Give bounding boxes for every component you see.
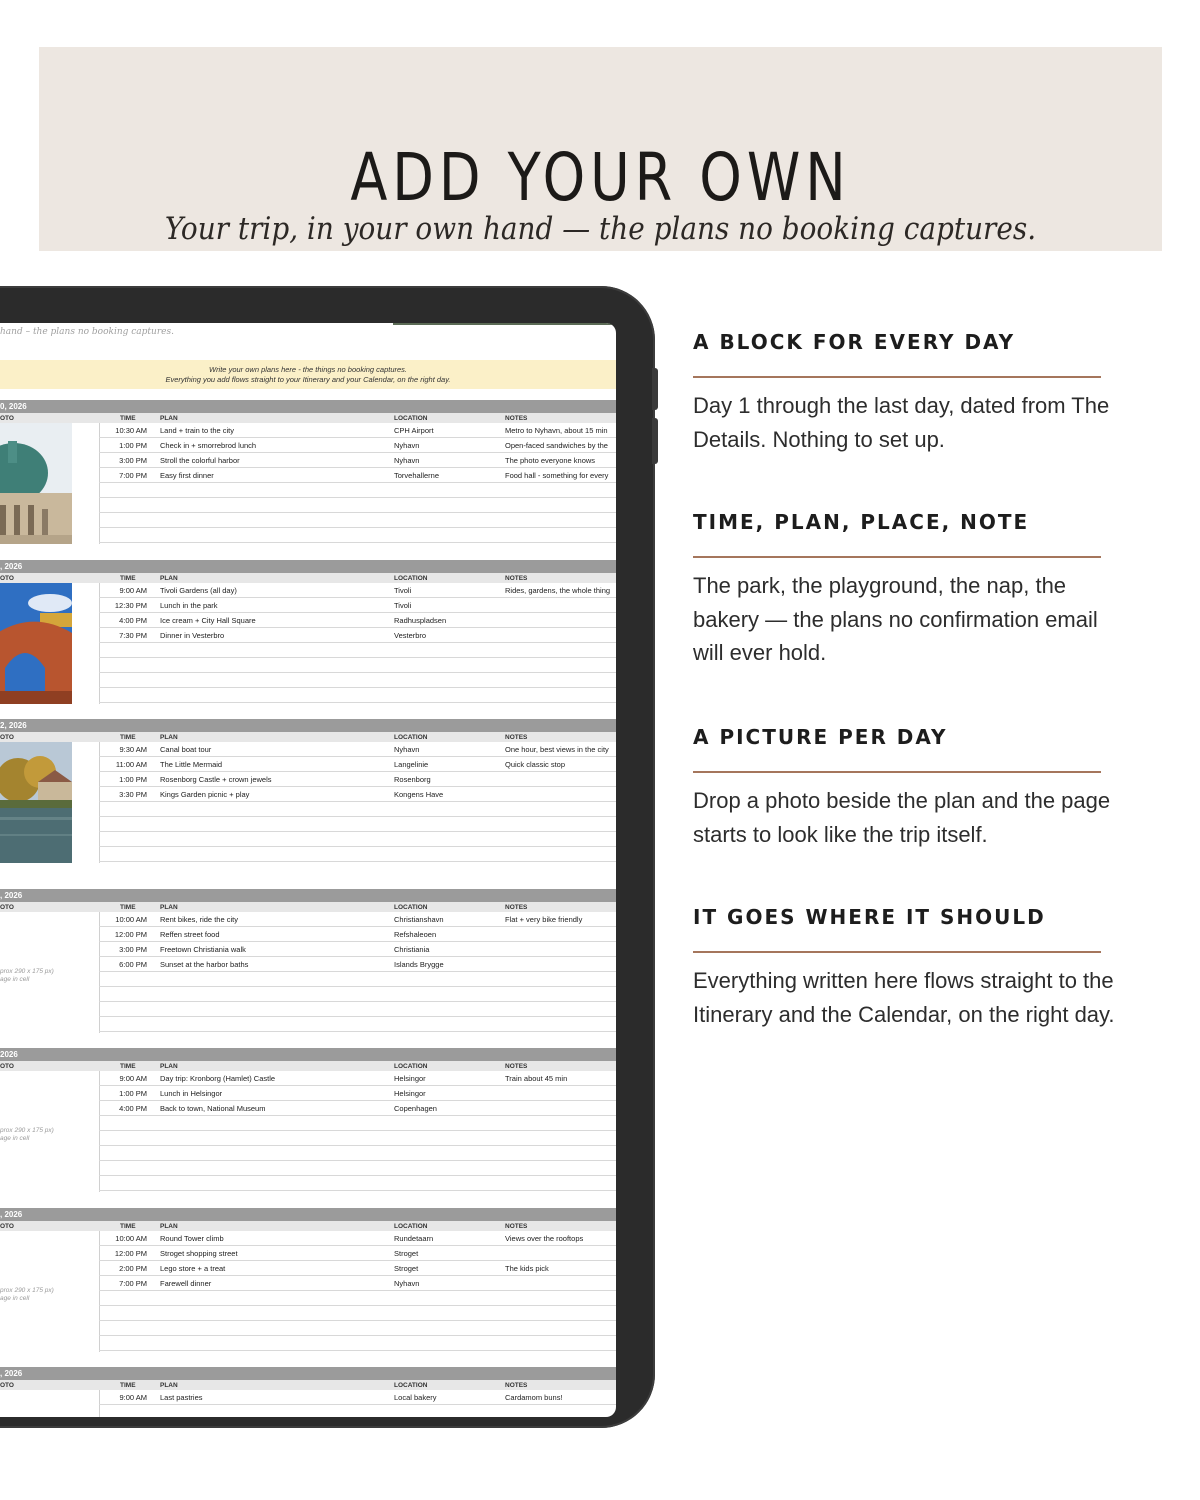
- cell-plan[interactable]: Sunset at the harbor baths: [160, 960, 249, 969]
- cell-plan[interactable]: Rosenborg Castle + crown jewels: [160, 775, 272, 784]
- cell-location[interactable]: Islands Brygge: [394, 960, 444, 969]
- cell-notes[interactable]: Open-faced sandwiches by the: [505, 441, 608, 450]
- table-row[interactable]: [99, 643, 616, 658]
- table-row[interactable]: [99, 742, 616, 757]
- col-time: TIME: [120, 414, 136, 422]
- col-time: TIME: [120, 1222, 136, 1230]
- cell-plan[interactable]: Check in + smorrebrod lunch: [160, 441, 257, 450]
- col-photo: OTO: [0, 1062, 14, 1070]
- cell-plan[interactable]: Lunch in the park: [160, 601, 218, 610]
- cell-time[interactable]: 10:00 AM: [115, 1234, 147, 1243]
- table-row[interactable]: [99, 423, 616, 438]
- cell-plan[interactable]: Round Tower climb: [160, 1234, 224, 1243]
- day-date-header: 2, 2026: [0, 719, 616, 732]
- cell-location[interactable]: Rosenborg: [394, 775, 431, 784]
- feature-body: Drop a photo beside the plan and the page starts to look like the trip itself.: [693, 788, 1111, 847]
- cell-plan[interactable]: Lego store + a treat: [160, 1264, 226, 1273]
- cell-plan[interactable]: Stroll the colorful harbor: [160, 456, 240, 465]
- table-row[interactable]: [99, 1291, 616, 1306]
- feature-divider: [693, 771, 1101, 773]
- cell-location[interactable]: Tivoli: [394, 601, 412, 610]
- day-block: [0, 1208, 616, 1302]
- table-row[interactable]: [99, 583, 616, 598]
- table-row[interactable]: [99, 1131, 616, 1146]
- cell-plan[interactable]: Canal boat tour: [160, 745, 212, 754]
- day-block: [0, 719, 616, 799]
- col-plan: PLAN: [160, 414, 178, 422]
- cell-time[interactable]: 9:00 AM: [119, 1393, 147, 1402]
- table-row[interactable]: [99, 757, 616, 772]
- table-row[interactable]: [99, 1336, 616, 1351]
- day-date-header: 2026: [0, 1048, 616, 1061]
- cell-time[interactable]: 1:00 PM: [119, 441, 147, 450]
- cell-location[interactable]: Copenhagen: [394, 1104, 437, 1113]
- day-block: [0, 560, 616, 640]
- photo-hint: prox 290 x 175 px) age in cell: [0, 1127, 54, 1142]
- day-block: [0, 400, 616, 480]
- cell-time[interactable]: 4:00 PM: [119, 1104, 147, 1113]
- cell-notes[interactable]: Flat + very bike friendly: [505, 915, 583, 924]
- col-notes: NOTES: [505, 1062, 528, 1070]
- cell-location[interactable]: Rundetaarn: [394, 1234, 434, 1243]
- table-row[interactable]: [99, 613, 616, 628]
- column-headers: [0, 413, 616, 423]
- table-row[interactable]: [99, 927, 616, 942]
- cell-notes[interactable]: Cardamom buns!: [505, 1393, 563, 1402]
- cell-plan[interactable]: Tivoli Gardens (all day): [160, 586, 237, 595]
- table-row[interactable]: [99, 598, 616, 613]
- cell-time[interactable]: 1:00 PM: [119, 775, 147, 784]
- cell-location[interactable]: Nyhavn: [394, 441, 420, 450]
- cell-location[interactable]: Nyhavn: [394, 745, 420, 754]
- cell-plan[interactable]: Farewell dinner: [160, 1279, 212, 1288]
- cell-time[interactable]: 1:00 PM: [119, 1089, 147, 1098]
- plan-rows: [99, 742, 616, 862]
- plan-rows: [99, 583, 616, 703]
- table-row[interactable]: [99, 483, 616, 498]
- banner-line-2: Everything you add flows straight to your Itinerary and your Calendar, on the right day.: [165, 375, 451, 384]
- cell-plan[interactable]: Rent bikes, ride the city: [160, 915, 238, 924]
- cell-time[interactable]: 9:00 AM: [119, 586, 147, 595]
- cell-plan[interactable]: Dinner in Vesterbro: [160, 631, 225, 640]
- table-row[interactable]: [99, 972, 616, 987]
- table-row[interactable]: [99, 817, 616, 832]
- cell-notes[interactable]: The kids pick: [505, 1264, 549, 1273]
- column-headers: [0, 902, 616, 912]
- instruction-banner: [0, 360, 616, 389]
- table-row[interactable]: [99, 1002, 616, 1017]
- feature-body: Day 1 through the last day, dated from The Details. Nothing to set up.: [693, 393, 1110, 452]
- cell-location[interactable]: Nyhavn: [394, 456, 420, 465]
- cell-location[interactable]: Stroget: [394, 1249, 419, 1258]
- table-row[interactable]: [99, 1261, 616, 1276]
- sheet-subtitle: hand – the plans no booking captures.: [0, 327, 174, 337]
- cell-notes[interactable]: Train about 45 min: [505, 1074, 568, 1083]
- column-headers: [0, 573, 616, 583]
- table-row[interactable]: [99, 528, 616, 543]
- cell-notes[interactable]: The photo everyone knows: [505, 456, 596, 465]
- cell-location[interactable]: Kongens Have: [394, 790, 444, 799]
- col-plan: PLAN: [160, 733, 178, 741]
- cell-plan[interactable]: Back to town, National Museum: [160, 1104, 266, 1113]
- col-location: LOCATION: [394, 733, 428, 741]
- cell-notes[interactable]: Food hall - something for every: [505, 471, 609, 480]
- cell-plan[interactable]: The Little Mermaid: [160, 760, 223, 769]
- cell-location[interactable]: CPH Airport: [394, 426, 434, 435]
- feature-block-picture: [693, 725, 1133, 851]
- photo-hint: prox 290 x 175 px) age in cell: [0, 1287, 54, 1302]
- table-row[interactable]: [99, 1017, 616, 1032]
- photo-placeholder[interactable]: [0, 1071, 72, 1192]
- cell-time[interactable]: 12:00 PM: [114, 930, 147, 939]
- plan-rows: [99, 912, 616, 1032]
- cell-time[interactable]: 10:30 AM: [115, 426, 147, 435]
- table-row[interactable]: [99, 1101, 616, 1116]
- table-row[interactable]: [99, 1161, 616, 1176]
- col-location: LOCATION: [394, 1381, 428, 1389]
- feature-heading: TIME, PLAN, PLACE, NOTE: [693, 510, 1030, 534]
- plan-rows: [99, 1390, 616, 1417]
- header-rule: [393, 323, 616, 325]
- plan-rows: [99, 1231, 616, 1351]
- cell-notes[interactable]: Quick classic stop: [505, 760, 566, 769]
- cell-time[interactable]: 12:30 PM: [114, 601, 147, 610]
- cell-location[interactable]: Helsingor: [394, 1074, 426, 1083]
- table-row[interactable]: [99, 1246, 616, 1261]
- day-photo[interactable]: [0, 423, 72, 544]
- cell-plan[interactable]: Lunch in Helsingor: [160, 1089, 223, 1098]
- cell-time[interactable]: 6:00 PM: [119, 960, 147, 969]
- table-row[interactable]: [99, 832, 616, 847]
- table-row[interactable]: [99, 673, 616, 688]
- cell-plan[interactable]: Kings Garden picnic + play: [160, 790, 250, 799]
- col-photo: OTO: [0, 574, 14, 582]
- photo-hint: prox 290 x 175 px) age in cell: [0, 968, 54, 983]
- table-row[interactable]: [99, 912, 616, 927]
- cell-plan[interactable]: Last pastries: [160, 1393, 203, 1402]
- cell-time[interactable]: 10:00 AM: [115, 915, 147, 924]
- table-row[interactable]: [99, 688, 616, 703]
- col-plan: PLAN: [160, 574, 178, 582]
- feature-divider: [693, 951, 1101, 953]
- col-notes: NOTES: [505, 574, 528, 582]
- tablet-side-button: [652, 418, 658, 464]
- page-title: ADD YOUR OWN: [350, 139, 851, 216]
- hero-banner: [39, 47, 1162, 251]
- cell-notes[interactable]: One hour, best views in the city: [505, 745, 609, 754]
- col-photo: OTO: [0, 903, 14, 911]
- table-row[interactable]: [99, 942, 616, 957]
- col-time: TIME: [120, 1062, 136, 1070]
- table-row[interactable]: [99, 438, 616, 453]
- tablet-side-button: [652, 368, 658, 410]
- col-notes: NOTES: [505, 903, 528, 911]
- column-headers: [0, 1380, 616, 1390]
- feature-heading: IT GOES WHERE IT SHOULD: [693, 905, 1046, 929]
- col-notes: NOTES: [505, 733, 528, 741]
- table-row[interactable]: [99, 802, 616, 817]
- cell-time[interactable]: 7:30 PM: [119, 631, 147, 640]
- table-row[interactable]: [99, 787, 616, 802]
- day-date-header: , 2026: [0, 1208, 616, 1221]
- cell-notes[interactable]: Metro to Nyhavn, about 15 min: [505, 426, 608, 435]
- day-date-header: , 2026: [0, 1367, 616, 1380]
- table-row[interactable]: [99, 1071, 616, 1086]
- table-row[interactable]: [99, 1176, 616, 1191]
- col-location: LOCATION: [394, 903, 428, 911]
- feature-body: The park, the playground, the nap, the bakery — the plans no confirmation email will ever hold.: [693, 573, 1098, 665]
- spreadsheet-screen[interactable]: [0, 323, 616, 1417]
- cell-plan[interactable]: Stroget shopping street: [160, 1249, 238, 1258]
- col-location: LOCATION: [394, 414, 428, 422]
- cell-plan[interactable]: Day trip: Kronborg (Hamlet) Castle: [160, 1074, 276, 1083]
- col-location: LOCATION: [394, 1062, 428, 1070]
- cell-location[interactable]: Vesterbro: [394, 631, 427, 640]
- table-row[interactable]: [99, 987, 616, 1002]
- table-row[interactable]: [99, 1231, 616, 1246]
- table-row[interactable]: [99, 1086, 616, 1101]
- cell-plan[interactable]: Land + train to the city: [160, 426, 235, 435]
- table-row[interactable]: [99, 1321, 616, 1336]
- cell-time[interactable]: 3:30 PM: [119, 790, 147, 799]
- col-photo: OTO: [0, 1222, 14, 1230]
- col-notes: NOTES: [505, 1381, 528, 1389]
- column-headers: [0, 1061, 616, 1071]
- page-subtitle: Your trip, in your own hand — the plans no booking captures.: [164, 211, 1037, 247]
- cell-plan[interactable]: Reffen street food: [160, 930, 220, 939]
- table-row[interactable]: [99, 658, 616, 673]
- table-row[interactable]: [99, 772, 616, 787]
- feature-heading: A PICTURE PER DAY: [693, 725, 948, 749]
- col-location: LOCATION: [394, 1222, 428, 1230]
- day-date-header: , 2026: [0, 889, 616, 902]
- feature-body: Everything written here flows straight to the Itinerary and the Calendar, on the right day.: [693, 968, 1115, 1027]
- table-row[interactable]: [99, 957, 616, 972]
- feature-block-days: [693, 330, 1133, 456]
- day-date-header: 0, 2026: [0, 400, 616, 413]
- cell-location[interactable]: Stroget: [394, 1264, 419, 1273]
- cell-location[interactable]: Christiania: [394, 945, 430, 954]
- table-row[interactable]: [99, 1306, 616, 1321]
- cell-time[interactable]: 3:00 PM: [119, 945, 147, 954]
- col-photo: OTO: [0, 414, 14, 422]
- banner-line-1: Write your own plans here - the things no booking captures.: [208, 365, 408, 374]
- day-block: [0, 889, 616, 983]
- table-row[interactable]: [99, 1146, 616, 1161]
- cell-location[interactable]: Local bakery: [394, 1393, 437, 1402]
- table-row[interactable]: [99, 1276, 616, 1291]
- column-headers: [0, 1221, 616, 1231]
- cell-time[interactable]: 11:00 AM: [115, 760, 147, 769]
- photo-placeholder[interactable]: [0, 1390, 72, 1417]
- col-plan: PLAN: [160, 1381, 178, 1389]
- day-block: [0, 1367, 616, 1402]
- col-location: LOCATION: [394, 574, 428, 582]
- cell-location[interactable]: Langelinie: [394, 760, 429, 769]
- col-plan: PLAN: [160, 1222, 178, 1230]
- cell-location[interactable]: Radhuspladsen: [394, 616, 447, 625]
- col-plan: PLAN: [160, 903, 178, 911]
- cell-plan[interactable]: Freetown Christiania walk: [160, 945, 246, 954]
- feature-divider: [693, 376, 1101, 378]
- day-photo[interactable]: [0, 583, 72, 704]
- plan-rows: [99, 423, 616, 543]
- cell-time[interactable]: 9:30 AM: [119, 745, 147, 754]
- cell-time[interactable]: 7:00 PM: [119, 1279, 147, 1288]
- col-photo: OTO: [0, 1381, 14, 1389]
- table-row[interactable]: [99, 847, 616, 862]
- col-time: TIME: [120, 903, 136, 911]
- cell-location[interactable]: Refshaleoen: [394, 930, 437, 939]
- feature-divider: [693, 556, 1101, 558]
- table-row[interactable]: [99, 1390, 616, 1405]
- cell-plan[interactable]: Ice cream + City Hall Square: [160, 616, 256, 625]
- table-row[interactable]: [99, 468, 616, 483]
- cell-notes[interactable]: Rides, gardens, the whole thing: [505, 586, 611, 595]
- cell-location[interactable]: Helsingor: [394, 1089, 426, 1098]
- cell-plan[interactable]: Easy first dinner: [160, 471, 214, 480]
- col-time: TIME: [120, 733, 136, 741]
- cell-time[interactable]: 9:00 AM: [119, 1074, 147, 1083]
- cell-time[interactable]: 3:00 PM: [119, 456, 147, 465]
- cell-notes[interactable]: Views over the rooftops: [505, 1234, 584, 1243]
- table-row[interactable]: [99, 498, 616, 513]
- day-date-header: , 2026: [0, 560, 616, 573]
- feature-block-fields: [693, 510, 1133, 670]
- cell-location[interactable]: Nyhavn: [394, 1279, 420, 1288]
- cell-time[interactable]: 2:00 PM: [119, 1264, 147, 1273]
- col-plan: PLAN: [160, 1062, 178, 1070]
- table-row[interactable]: [99, 513, 616, 528]
- cell-time[interactable]: 4:00 PM: [119, 616, 147, 625]
- table-row[interactable]: [99, 628, 616, 643]
- day-photo[interactable]: [0, 742, 72, 863]
- cell-location[interactable]: Tivoli: [394, 586, 412, 595]
- cell-time[interactable]: 7:00 PM: [119, 471, 147, 480]
- photo-placeholder[interactable]: [0, 912, 72, 1033]
- cell-location[interactable]: Torvehallerne: [394, 471, 440, 480]
- table-row[interactable]: [99, 1405, 616, 1417]
- cell-location[interactable]: Christianshavn: [394, 915, 444, 924]
- col-notes: NOTES: [505, 414, 528, 422]
- day-block: [0, 1048, 616, 1142]
- col-photo: OTO: [0, 733, 14, 741]
- col-notes: NOTES: [505, 1222, 528, 1230]
- feature-heading: A BLOCK FOR EVERY DAY: [693, 330, 1016, 354]
- col-time: TIME: [120, 574, 136, 582]
- column-headers: [0, 732, 616, 742]
- cell-time[interactable]: 12:00 PM: [114, 1249, 147, 1258]
- plan-rows: [99, 1071, 616, 1191]
- col-time: TIME: [120, 1381, 136, 1389]
- table-row[interactable]: [99, 1116, 616, 1131]
- feature-block-sync: [693, 905, 1133, 1031]
- table-row[interactable]: [99, 453, 616, 468]
- photo-placeholder[interactable]: [0, 1231, 72, 1352]
